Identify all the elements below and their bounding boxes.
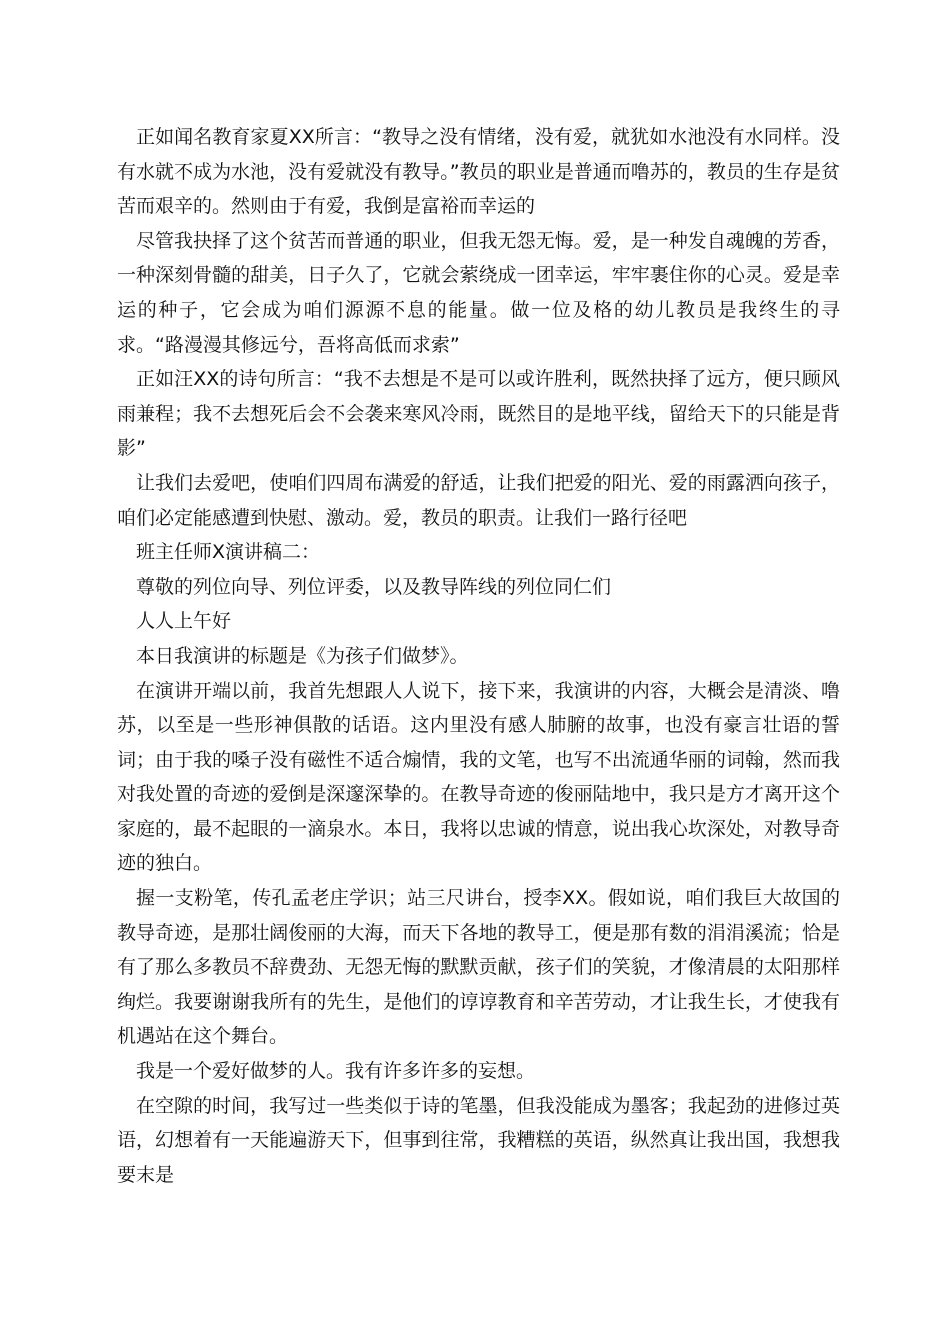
paragraph: 正如汪XX的诗句所言：“我不去想是不是可以或许胜利，既然抉择了远方，便只顾风雨兼程；我不去想死后会不会袭来寒风冷雨，既然目的是地平线，留给天下的只能是背影” (117, 368, 840, 460)
paragraph: 在空隙的时间，我写过一些类似于诗的笔墨，但我没能成为墨客；我起劲的进修过英语，幻想着有一天能遍游天下，但事到往常，我糟糕的英语，纵然真让我出国，我想我要末是 (117, 1094, 840, 1186)
paragraph: 本日我演讲的标题是《为孩子们做梦》。 (136, 644, 469, 667)
paragraph: 正如闻名教育家夏XX所言：“教导之没有情绪，没有爱，就犹如水池没有水同样。没有水就不成为水池，没有爱就没有教导。”教员的职业是普通而噜苏的，教员的生存是贫苦而艰辛的。然则由于有爱，我倒是富裕而幸运的 (117, 126, 840, 218)
paragraph: 握一支粉笔，传孔孟老庄学识；站三尺讲台，授李XX。假如说，咱们我巨大故国的教导奇迹，是那壮阔俊丽的大海，而天下各地的教导工，便是那有数的涓涓溪流；恰是有了那么多教员不辞费劲、无怨无悔的默默贡献，孩子们的笑貌，才像清晨的太阳那样绚烂。我要谢谢我所有的先生，是他们的谆谆教育和辛苦劳动，才让我生长，才使我有机遇站在这个舞台。 (117, 887, 840, 1048)
section-heading: 班主任师X演讲稿二： (136, 541, 321, 564)
paragraph: 尽管我抉择了这个贫苦而普通的职业，但我无怨无悔。爱，是一种发自魂魄的芳香，一种深刻骨髓的甜美，日子久了，它就会萦绕成一团幸运，牢牢裹住你的心灵。爱是幸运的种子，它会成为咱们源源不息的能量。做一位及格的幼儿教员是我终生的寻求。“路漫漫其修远兮，吾将高低而求索” (117, 229, 840, 356)
greeting: 人人上午好 (136, 610, 232, 633)
paragraph: 在演讲开端以前，我首先想跟人人说下，接下来，我演讲的内容，大概会是清淡、噜苏，以至是一些形神俱散的话语。这内里没有感人肺腑的故事，也没有豪言壮语的誓词；由于我的嗓子没有磁性不适合煽情，我的文笔，也写不出流通华丽的词翰，然而我对我处置的奇迹的爱倒是深邃深挚的。在教导奇迹的俊丽陆地中，我只是方才离开这个家庭的，最不起眼的一滴泉水。本日，我将以忠诚的情意，说出我心坎深处，对教导奇迹的独白。 (117, 679, 840, 875)
salutation: 尊敬的列位向导、列位评委，以及教导阵线的列位同仁们 (136, 575, 612, 598)
paragraph: 我是一个爱好做梦的人。我有许多许多的妄想。 (136, 1060, 536, 1083)
document-body (117, 120, 840, 1192)
paragraph: 让我们去爱吧，使咱们四周布满爱的舒适，让我们把爱的阳光、爱的雨露洒向孩子，咱们必定能感遭到快慰、激动。爱，教员的职责。让我们一路行径吧 (117, 471, 840, 529)
